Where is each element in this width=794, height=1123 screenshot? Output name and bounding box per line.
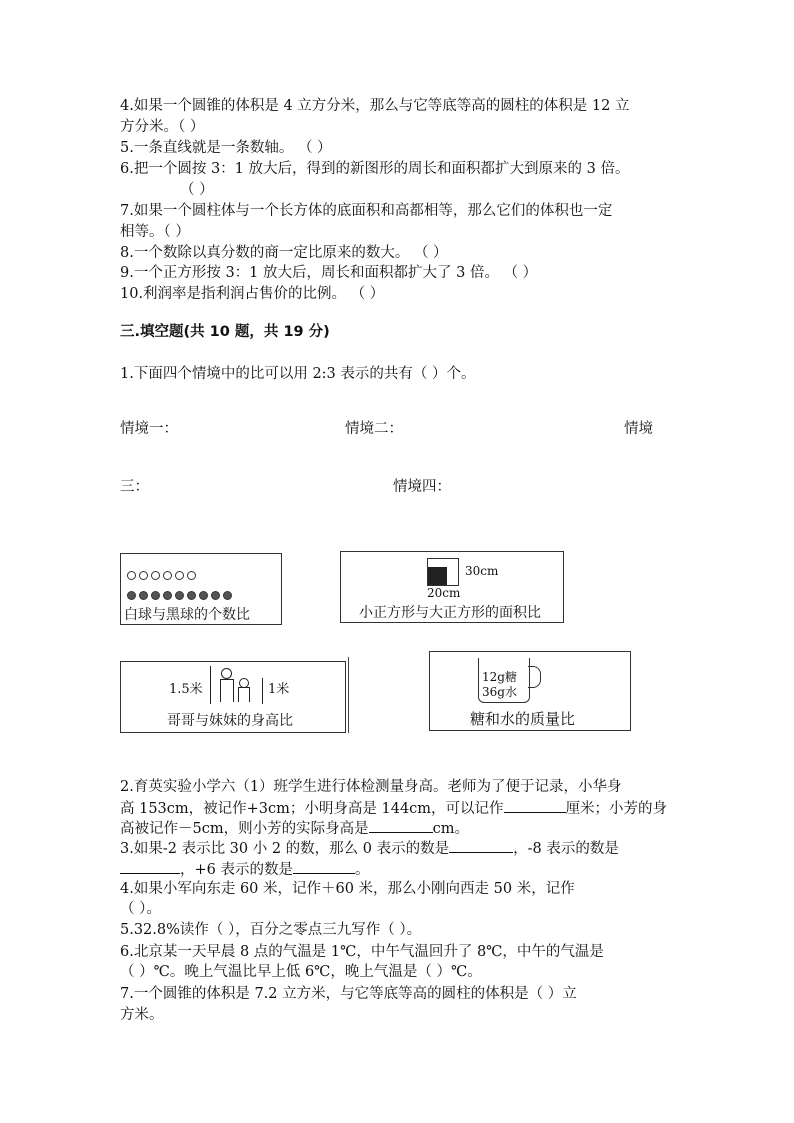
fill-q6-line2: （ ）℃。晚上气温比早上低 6℃，晚上气温是（ ）℃。 [120,964,482,980]
fill-q4-line1: 4.如果小军向东走 60 米，记作＋60 米，那么小刚向西走 50 米，记作 [120,881,575,897]
brother-height-bar [210,666,211,704]
fill-q6-line1: 6.北京某一天早晨 8 点的气温是 1℃，中午气温回升了 8℃，中午的气温是 [120,944,604,960]
sister-height-label: 1米 [268,682,290,697]
scene-label-4: 情境四： [393,479,451,495]
brother-figure [221,668,232,679]
fill-blank[interactable] [293,859,355,874]
fill-q1: 1.下面四个情境中的比可以用 2:3 表示的共有（ ）个。 [120,366,476,382]
fill-blank[interactable] [369,818,433,833]
big-square-label: 30cm [465,564,499,578]
water-label: 36g水 [482,685,517,699]
fill-q2-line1: 2.育英实验小学六（1）班学生进行体检测量身高。老师为了便于记录，小华身 [120,779,622,795]
fill-q2-line2 [120,798,667,819]
brother-body [220,679,234,702]
fill-q3-text: ，+6 表示的数是 [180,862,293,878]
sugar-water-caption: 糖和水的质量比 [470,710,576,728]
fill-q3-line1 [120,838,619,859]
black-balls [127,588,235,604]
judge-q6-line1: 6.把一个圆按 3：1 放大后，得到的新图形的周长和面积都扩大到原来的 3 倍。 [120,161,630,177]
judge-q4-line1: 4.如果一个圆锥的体积是 4 立方分米，那么与它等底等高的圆柱的体积是 12 立 [120,98,630,114]
fill-q5: 5.32.8%读作（ ），百分之零点三九写作（ ）。 [120,922,422,938]
judge-q10: 10.利润率是指利润占售价的比例。 （ ） [120,286,385,302]
fill-q2-text: cm。 [432,821,469,837]
fill-q3-text: ，-8 表示的数是 [513,841,619,857]
figure-balls [120,553,282,625]
fill-q4-line2: （ ）。 [120,901,161,917]
balls-caption: 白球与黑球的个数比 [124,607,250,623]
judge-q5: 5.一条直线就是一条数轴。 （ ） [120,140,332,156]
fill-q7-line1: 7.一个圆锥的体积是 7.2 立方米，与它等底等高的圆柱的体积是（ ）立 [120,986,577,1002]
scene-label-2: 情境二： [345,421,403,437]
brother-height-label: 1.5米 [169,682,203,697]
small-square-label: 20cm [427,586,461,600]
fill-blank[interactable] [504,798,566,813]
fill-blank[interactable] [449,838,513,853]
divider [348,657,349,733]
judge-q4-line2: 方分米。（ ） [120,119,205,135]
figure-squares [340,551,564,623]
judge-q8: 8.一个数除以真分数的商一定比原来的数大。 （ ） [120,245,448,261]
fill-q2-text: 高被记作－5cm，则小芳的实际身高是 [120,821,369,837]
fill-q2-text: 高 153cm，被记作+3cm；小明身高是 144cm，可以记作 [120,801,504,817]
figure-heights [120,661,346,733]
sugar-label: 12g糖 [482,670,517,684]
fill-q3-text: 3.如果-2 表示比 30 小 2 的数，那么 0 表示的数是 [120,841,450,857]
fill-q3-text: 。 [354,862,370,878]
sister-height-bar [262,678,263,704]
scene-label-1: 情境一： [120,421,178,437]
fill-q3-line2 [120,859,369,880]
fill-q7-line2: 方米。 [120,1007,164,1023]
judge-q9: 9.一个正方形按 3：1 放大后，周长和面积都扩大了 3 倍。 （ ） [120,265,538,281]
fill-q2-text: 厘米；小芳的身 [565,801,668,817]
judge-q6-line2: （ ） [180,182,214,198]
fill-q2-line3 [120,818,469,839]
squares-caption: 小正方形与大正方形的面积比 [359,605,541,621]
section-title: 三.填空题(共 10 题，共 19 分) [120,324,330,340]
scene-label-3a: 情境 [624,421,653,437]
sister-body [238,687,250,702]
judge-q7-line2: 相等。（ ） [120,224,190,240]
white-balls [127,568,199,584]
figure-sugar-water [429,651,631,731]
scene-label-3b: 三： [120,479,149,495]
small-square [428,567,447,585]
cup-handle [528,666,541,688]
heights-caption: 哥哥与妹妹的身高比 [167,713,293,729]
fill-blank[interactable] [120,859,180,874]
big-square [427,558,459,586]
judge-q7-line1: 7.如果一个圆柱体与一个长方体的底面积和高都相等，那么它们的体积也一定 [120,203,613,219]
